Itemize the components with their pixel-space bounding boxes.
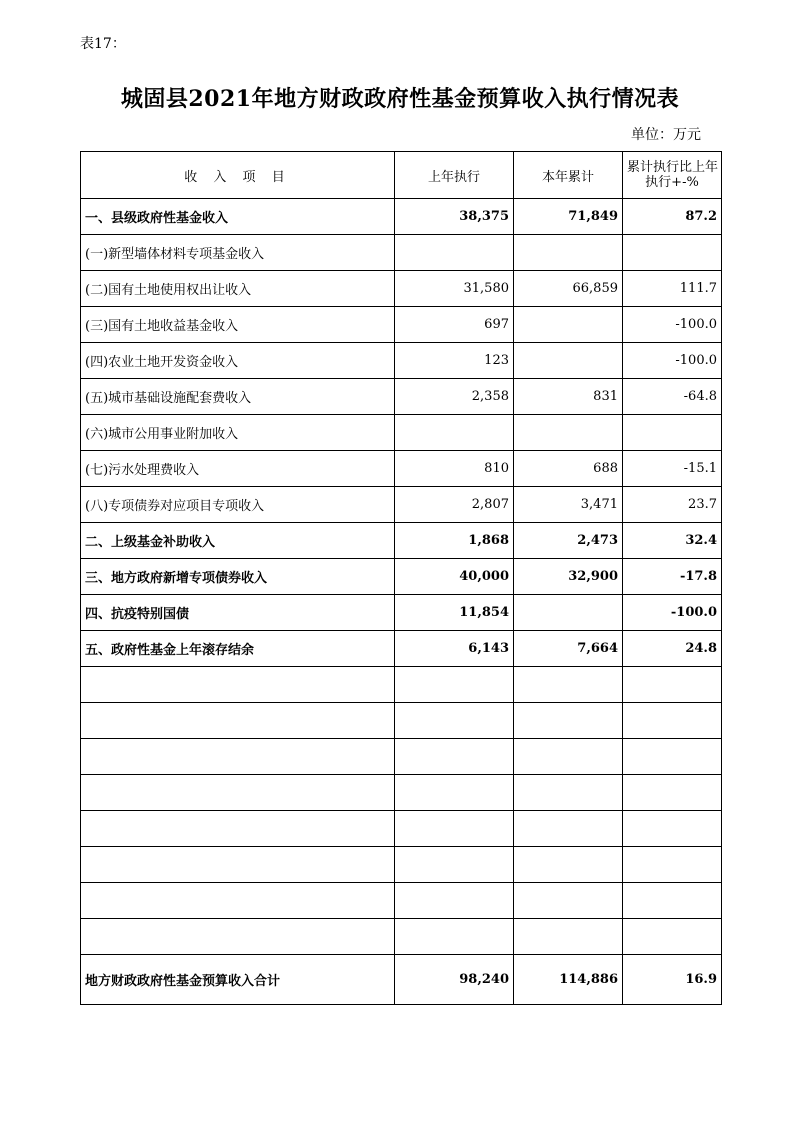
empty-cell [395,703,514,739]
row-this-year [514,307,623,343]
empty-cell [81,703,395,739]
empty-cell [514,811,623,847]
row-name: (二)国有土地使用权出让收入 [81,271,395,307]
row-last-year: 40,000 [395,559,514,595]
row-change-pct [623,415,722,451]
page-title: 城固县2021年地方财政政府性基金预算收入执行情况表 [120,86,680,112]
empty-cell [514,847,623,883]
table-row [81,235,722,271]
empty-cell [623,883,722,919]
table-row [81,271,722,307]
row-this-year: 831 [514,379,623,415]
empty-cell [514,775,623,811]
row-this-year: 3,471 [514,487,623,523]
empty-cell [514,883,623,919]
table-row [81,343,722,379]
row-name: 四、抗疫特别国债 [81,595,395,631]
header-change-pct [623,152,722,199]
empty-cell [81,775,395,811]
empty-cell [514,739,623,775]
empty-cell [81,739,395,775]
row-last-year: 1,868 [395,523,514,559]
empty-row [81,883,722,919]
total-row [81,955,722,1005]
row-change-pct: 24.8 [623,631,722,667]
empty-cell [395,919,514,955]
row-last-year: 38,375 [395,199,514,235]
empty-cell [81,811,395,847]
empty-cell [81,883,395,919]
table-row [81,487,722,523]
row-name: (五)城市基础设施配套费收入 [81,379,395,415]
row-name: (八)专项债券对应项目专项收入 [81,487,395,523]
row-last-year: 11,854 [395,595,514,631]
row-last-year: 6,143 [395,631,514,667]
table-row [81,415,722,451]
empty-cell [395,883,514,919]
empty-cell [395,811,514,847]
header-change-line2: 执行+-% [645,175,699,190]
row-name: (七)污水处理费收入 [81,451,395,487]
header-change-line1: 累计执行比上年 [627,160,719,175]
table-number-label: 表17： [80,36,126,52]
row-last-year: 697 [395,307,514,343]
empty-row [81,739,722,775]
row-this-year: 71,849 [514,199,623,235]
row-change-pct: 23.7 [623,487,722,523]
empty-cell [395,775,514,811]
unit-label: 单位：万元 [631,127,701,143]
empty-cell [623,811,722,847]
row-name: 三、地方政府新增专项债券收入 [81,559,395,595]
row-change-pct: 111.7 [623,271,722,307]
row-change-pct: -100.0 [623,595,722,631]
empty-cell [623,919,722,955]
empty-cell [395,847,514,883]
table-row [81,631,722,667]
empty-cell [623,703,722,739]
row-name: 一、县级政府性基金收入 [81,199,395,235]
row-change-pct: -64.8 [623,379,722,415]
header-row [81,152,722,199]
table-row [81,379,722,415]
row-last-year: 123 [395,343,514,379]
empty-cell [623,775,722,811]
table-row [81,451,722,487]
header-item: 收 入 项 目 [81,152,395,199]
row-change-pct [623,235,722,271]
row-this-year [514,235,623,271]
empty-row [81,847,722,883]
row-name: (六)城市公用事业附加收入 [81,415,395,451]
row-last-year [395,415,514,451]
empty-cell [514,667,623,703]
table-row [81,523,722,559]
empty-row [81,811,722,847]
row-last-year [395,235,514,271]
total-this-year: 114,886 [514,955,623,1005]
row-this-year: 66,859 [514,271,623,307]
table-row [81,595,722,631]
row-change-pct: -100.0 [623,307,722,343]
row-this-year: 2,473 [514,523,623,559]
row-this-year [514,343,623,379]
budget-table [80,151,722,1005]
row-name: 二、上级基金补助收入 [81,523,395,559]
row-name: (三)国有土地收益基金收入 [81,307,395,343]
row-name: 五、政府性基金上年滚存结余 [81,631,395,667]
row-name: (四)农业土地开发资金收入 [81,343,395,379]
row-this-year: 32,900 [514,559,623,595]
row-this-year: 688 [514,451,623,487]
header-last-year: 上年执行 [395,152,514,199]
table-row [81,199,722,235]
empty-cell [395,667,514,703]
row-this-year [514,595,623,631]
empty-cell [623,847,722,883]
row-last-year: 2,807 [395,487,514,523]
total-name: 地方财政政府性基金预算收入合计 [81,955,395,1005]
row-last-year: 810 [395,451,514,487]
empty-cell [514,703,623,739]
header-this-year: 本年累计 [514,152,623,199]
row-this-year [514,415,623,451]
empty-row [81,703,722,739]
empty-row [81,775,722,811]
row-this-year: 7,664 [514,631,623,667]
empty-row [81,667,722,703]
empty-cell [81,919,395,955]
empty-cell [81,847,395,883]
empty-cell [623,667,722,703]
empty-cell [514,919,623,955]
total-change-pct: 16.9 [623,955,722,1005]
row-change-pct: 32.4 [623,523,722,559]
empty-cell [623,739,722,775]
row-change-pct: -100.0 [623,343,722,379]
row-name: (一)新型墙体材料专项基金收入 [81,235,395,271]
empty-row [81,919,722,955]
empty-cell [395,739,514,775]
row-change-pct: 87.2 [623,199,722,235]
row-last-year: 2,358 [395,379,514,415]
table-row [81,559,722,595]
row-last-year: 31,580 [395,271,514,307]
total-last-year: 98,240 [395,955,514,1005]
empty-cell [81,667,395,703]
table-row [81,307,722,343]
row-change-pct: -15.1 [623,451,722,487]
row-change-pct: -17.8 [623,559,722,595]
